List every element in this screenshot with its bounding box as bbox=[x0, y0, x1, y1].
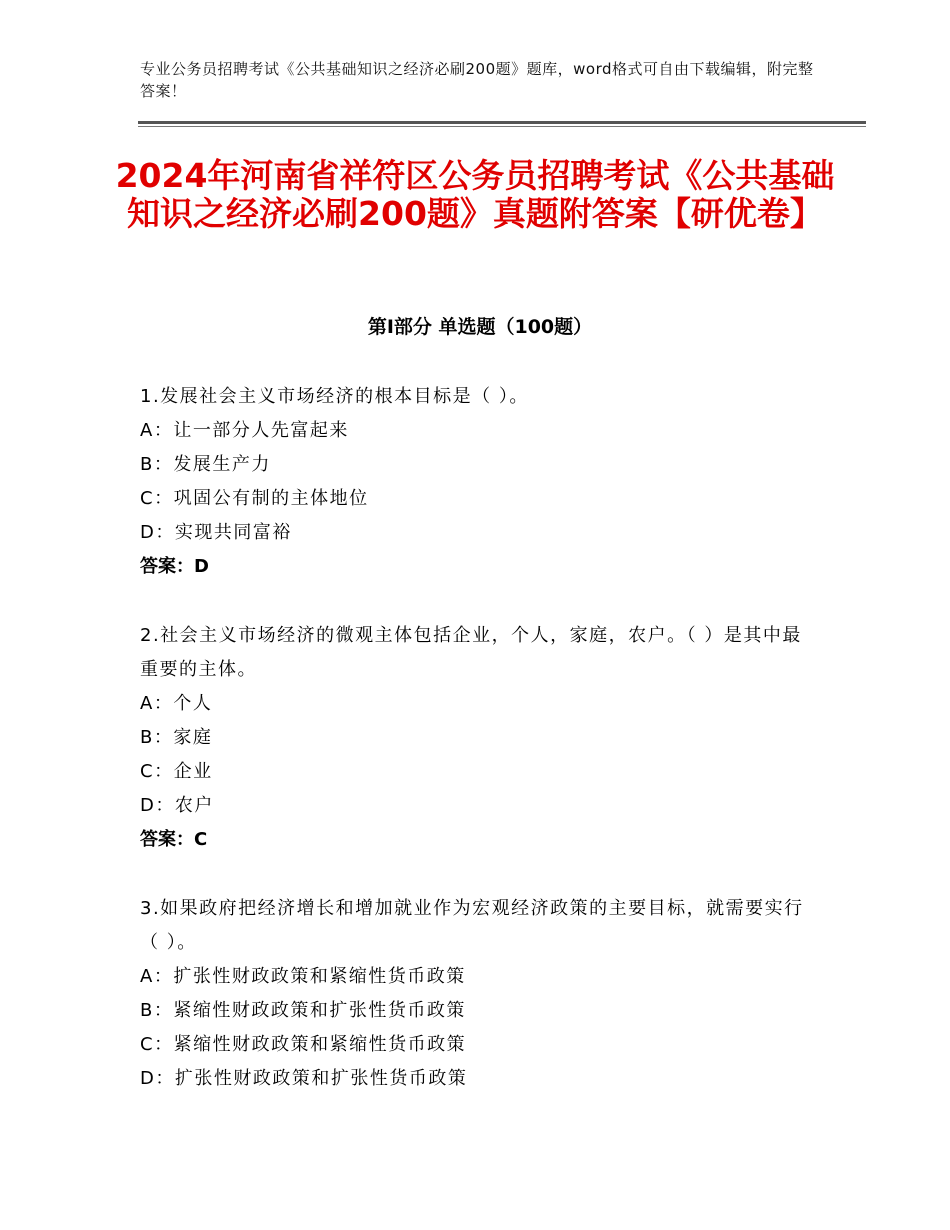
option-a: A：个人 bbox=[140, 693, 213, 714]
option-b: B：发展生产力 bbox=[140, 454, 271, 475]
question-3 bbox=[140, 892, 820, 1096]
question-stem: 2.社会主义市场经济的微观主体包括企业，个人，家庭，农户。（ ）是其中最重要的主体。 bbox=[140, 625, 802, 680]
question-stem: 1.发展社会主义市场经济的根本目标是（ ）。 bbox=[140, 386, 529, 407]
section-title: 第Ⅰ部分 单选题（100题） bbox=[367, 316, 593, 338]
option-c: C：巩固公有制的主体地位 bbox=[140, 488, 369, 509]
option-a: A：让一部分人先富起来 bbox=[140, 420, 349, 441]
option-d: D：农户 bbox=[140, 795, 214, 816]
question-stem: 3.如果政府把经济增长和增加就业作为宏观经济政策的主要目标，就需要实行（ ）。 bbox=[140, 898, 804, 953]
header-rule-thick bbox=[138, 121, 866, 124]
option-b: B：家庭 bbox=[140, 727, 213, 748]
option-c: C：紧缩性财政政策和紧缩性货币政策 bbox=[140, 1034, 467, 1055]
option-a: A：扩张性财政政策和紧缩性货币政策 bbox=[140, 966, 466, 987]
option-d: D：扩张性财政政策和扩张性货币政策 bbox=[140, 1068, 468, 1089]
header-rule-thin bbox=[138, 126, 866, 127]
answer: 答案：D bbox=[140, 556, 209, 577]
document-title: 2024年河南省祥符区公务员招聘考试《公共基础知识之经济必刷200题》真题附答案【研优卷】 bbox=[115, 156, 835, 233]
question-2 bbox=[140, 619, 820, 857]
option-b: B：紧缩性财政政策和扩张性货币政策 bbox=[140, 1000, 466, 1021]
option-d: D：实现共同富裕 bbox=[140, 522, 292, 543]
answer: 答案：C bbox=[140, 829, 208, 850]
option-c: C：企业 bbox=[140, 761, 213, 782]
question-1 bbox=[140, 380, 820, 584]
header-note: 专业公务员招聘考试《公共基础知识之经济必刷200题》题库，word格式可自由下载编辑，附完整答案！ bbox=[140, 60, 814, 100]
